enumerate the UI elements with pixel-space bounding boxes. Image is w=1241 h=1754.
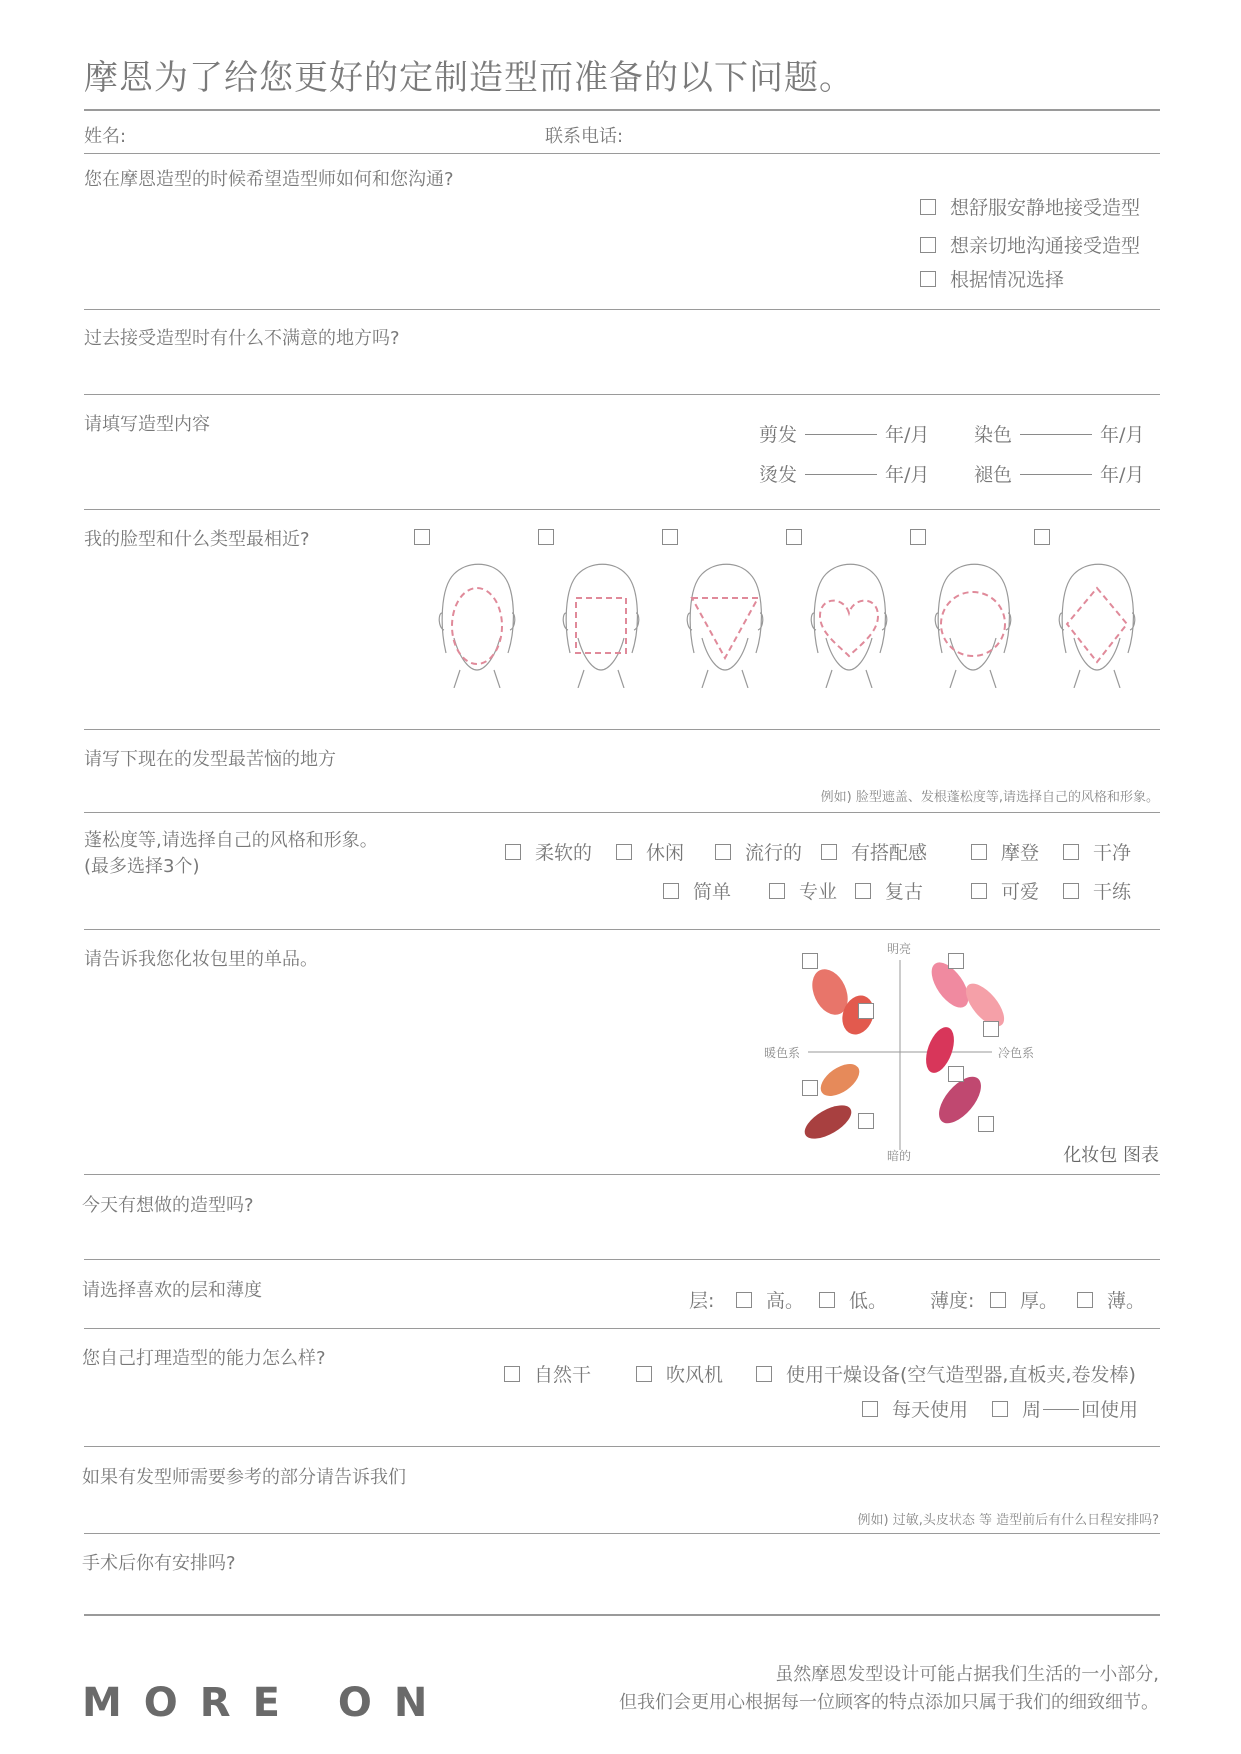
- q6-question: 蓬松度等,请选择自己的风格和形象。: [84, 830, 378, 851]
- checkbox[interactable]: [920, 199, 936, 215]
- week-count-blank[interactable]: [1043, 1408, 1079, 1410]
- checkbox[interactable]: [855, 883, 871, 899]
- dry-hairdryer[interactable]: 吹风机: [636, 1360, 723, 1387]
- divider: [84, 1533, 1160, 1534]
- divider: [84, 109, 1160, 111]
- checkbox[interactable]: [920, 237, 936, 253]
- style-soft[interactable]: 柔软的: [505, 838, 592, 865]
- face-heart-checkbox[interactable]: [786, 529, 802, 545]
- q3-dye[interactable]: 染色 年/月: [974, 424, 1145, 446]
- face-triangle-checkbox[interactable]: [662, 529, 678, 545]
- style-cute[interactable]: 可爱: [971, 877, 1039, 904]
- chart-caption: 化妆包 图表: [1063, 1145, 1159, 1166]
- date-blank[interactable]: [1020, 433, 1092, 435]
- swatch-checkbox[interactable]: [978, 1116, 994, 1132]
- layer-high[interactable]: 高。: [736, 1286, 804, 1313]
- swatch-checkbox[interactable]: [948, 1066, 964, 1082]
- q4-question: 我的脸型和什么类型最相近?: [84, 529, 310, 550]
- face-square-icon: [556, 558, 646, 688]
- chart-label-right: 冷色系: [998, 1046, 1035, 1060]
- swatch-checkbox[interactable]: [858, 1113, 874, 1129]
- q2-question: 过去接受造型时有什么不满意的地方吗?: [84, 328, 400, 349]
- checkbox[interactable]: [992, 1401, 1008, 1417]
- q11-note: 例如) 过敏,头皮状态 等 造型前后有什么日程安排吗?: [857, 1513, 1159, 1528]
- q1-option-depends[interactable]: 根据情况选择: [920, 265, 1064, 292]
- divider: [84, 509, 1160, 510]
- footer-line-1: 虽然摩恩发型设计可能占据我们生活的一小部分,: [775, 1664, 1159, 1685]
- footer-line-2: 但我们会更用心根据每一位顾客的特点添加只属于我们的细致细节。: [619, 1692, 1159, 1713]
- brand-logo: MORE ON: [82, 1680, 450, 1726]
- checkbox[interactable]: [505, 844, 521, 860]
- use-daily[interactable]: 每天使用: [862, 1395, 968, 1422]
- checkbox[interactable]: [715, 844, 731, 860]
- face-round-checkbox[interactable]: [910, 529, 926, 545]
- checkbox[interactable]: [971, 883, 987, 899]
- swatch-checkbox[interactable]: [802, 953, 818, 969]
- checkbox[interactable]: [971, 844, 987, 860]
- divider: [84, 812, 1160, 813]
- checkbox[interactable]: [616, 844, 632, 860]
- dry-devices[interactable]: 使用干燥设备(空气造型器,直板夹,卷发棒): [756, 1360, 1136, 1387]
- face-round-icon: [928, 558, 1018, 688]
- style-coordinated[interactable]: 有搭配感: [821, 838, 927, 865]
- face-triangle-icon: [680, 558, 770, 688]
- checkbox[interactable]: [636, 1366, 652, 1382]
- checkbox[interactable]: [990, 1292, 1006, 1308]
- swatch-checkbox[interactable]: [948, 953, 964, 969]
- date-blank[interactable]: [805, 473, 877, 475]
- face-oval-checkbox[interactable]: [414, 529, 430, 545]
- q1-option-quiet[interactable]: 想舒服安静地接受造型: [920, 193, 1140, 220]
- checkbox[interactable]: [663, 883, 679, 899]
- chart-label-bottom: 暗的: [887, 1149, 912, 1163]
- name-label: 姓名:: [84, 126, 127, 147]
- face-diamond-icon: [1052, 558, 1142, 688]
- swatch-checkbox[interactable]: [983, 1021, 999, 1037]
- checkbox[interactable]: [756, 1366, 772, 1382]
- q7-question: 请告诉我您化妆包里的单品。: [84, 949, 318, 970]
- q11-question: 如果有发型师需要参考的部分请告诉我们: [82, 1467, 406, 1488]
- thin-label: 薄度:: [930, 1290, 975, 1312]
- date-blank[interactable]: [1020, 473, 1092, 475]
- divider: [84, 1614, 1160, 1616]
- q8-question: 今天有想做的造型吗?: [82, 1195, 254, 1216]
- checkbox[interactable]: [1063, 844, 1079, 860]
- dry-natural[interactable]: 自然干: [504, 1360, 591, 1387]
- checkbox[interactable]: [821, 844, 837, 860]
- q3-question: 请填写造型内容: [84, 414, 210, 435]
- chart-label-left: 暖色系: [764, 1046, 801, 1060]
- face-square-checkbox[interactable]: [538, 529, 554, 545]
- divider: [84, 1259, 1160, 1260]
- swatch-warm-dark-1: [815, 1058, 865, 1103]
- q3-cut[interactable]: 剪发 年/月: [759, 424, 930, 446]
- divider: [84, 1174, 1160, 1175]
- thin-thick[interactable]: 厚。: [990, 1286, 1058, 1313]
- q1-question: 您在摩恩造型的时候希望造型师如何和您沟通?: [84, 169, 454, 190]
- q3-bleach[interactable]: 褪色 年/月: [974, 464, 1145, 486]
- checkbox[interactable]: [1077, 1292, 1093, 1308]
- q5-question: 请写下现在的发型最苦恼的地方: [84, 749, 336, 770]
- checkbox[interactable]: [504, 1366, 520, 1382]
- chart-label-top: 明亮: [887, 942, 912, 956]
- style-simple[interactable]: 简单: [663, 877, 731, 904]
- divider: [84, 153, 1160, 154]
- q5-note: 例如) 脸型遮盖、发根蓬松度等,请选择自己的风格和形象。: [820, 790, 1159, 805]
- thin-thin[interactable]: 薄。: [1077, 1286, 1145, 1313]
- divider: [84, 1328, 1160, 1329]
- swatch-warm-dark-2: [799, 1099, 856, 1146]
- checkbox[interactable]: [769, 883, 785, 899]
- style-casual[interactable]: 休闲: [616, 838, 684, 865]
- q12-question: 手术后你有安排吗?: [82, 1553, 236, 1574]
- style-clean[interactable]: 干净: [1063, 838, 1131, 865]
- style-professional[interactable]: 专业: [769, 877, 837, 904]
- divider: [84, 929, 1160, 930]
- page-title: 摩恩为了给您更好的定制造型而准备的以下问题。: [84, 58, 854, 98]
- layer-low[interactable]: 低。: [819, 1286, 887, 1313]
- style-retro[interactable]: 复古: [855, 877, 923, 904]
- style-trendy[interactable]: 流行的: [715, 838, 802, 865]
- swatch-checkbox[interactable]: [858, 1003, 874, 1019]
- divider: [84, 309, 1160, 310]
- divider: [84, 729, 1160, 730]
- q6-question-limit: (最多选择3个): [84, 856, 200, 877]
- checkbox[interactable]: [920, 271, 936, 287]
- q1-option-talk[interactable]: 想亲切地沟通接受造型: [920, 231, 1140, 258]
- style-sharp[interactable]: 干练: [1063, 877, 1131, 904]
- q3-perm[interactable]: 烫发 年/月: [759, 464, 930, 486]
- phone-label: 联系电话:: [545, 126, 624, 147]
- use-weekly[interactable]: 周 回使用: [992, 1395, 1138, 1422]
- date-blank[interactable]: [805, 433, 877, 435]
- face-oval-icon: [432, 558, 522, 688]
- checkbox[interactable]: [736, 1292, 752, 1308]
- swatch-checkbox[interactable]: [802, 1080, 818, 1096]
- style-modern[interactable]: 摩登: [971, 838, 1039, 865]
- face-diamond-checkbox[interactable]: [1034, 529, 1050, 545]
- q10-question: 您自己打理造型的能力怎么样?: [82, 1348, 326, 1369]
- layer-label: 层:: [689, 1290, 715, 1312]
- checkbox[interactable]: [862, 1401, 878, 1417]
- divider: [84, 1446, 1160, 1447]
- q9-question: 请选择喜欢的层和薄度: [82, 1280, 262, 1301]
- checkbox[interactable]: [1063, 883, 1079, 899]
- face-heart-icon: [804, 558, 894, 688]
- checkbox[interactable]: [819, 1292, 835, 1308]
- divider: [84, 394, 1160, 395]
